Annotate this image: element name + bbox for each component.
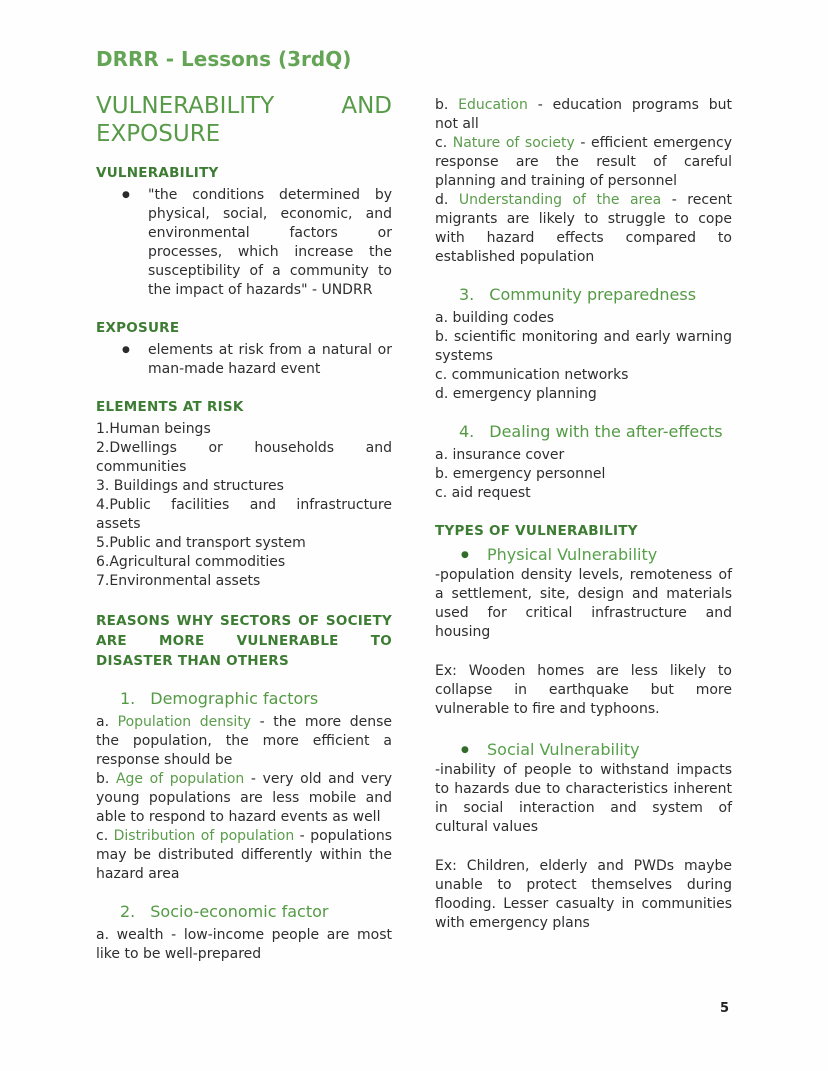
list-item: 6.Agricultural commodities (96, 554, 286, 570)
list-item: 1.Human beings (96, 421, 211, 437)
section-heading-elements-at-risk: ELEMENTS AT RISK (96, 399, 244, 415)
numbered-heading-demographic (96, 688, 392, 709)
list-item (435, 544, 732, 566)
item-prefix: b. (435, 97, 459, 113)
factor-title: Community preparedness (489, 285, 697, 304)
item-text: - populations may be distributed differently within the hazard area (96, 828, 392, 882)
page-content (96, 47, 732, 964)
item-number: 4. (459, 422, 475, 441)
item-term: Age of population (115, 771, 245, 787)
item-text: - very old and very young populations are less mobile and able to respond to hazard events as well (96, 771, 392, 825)
section-heading-exposure: EXPOSURE (96, 320, 180, 336)
section-heading-vulnerability: VULNERABILITY (96, 165, 219, 181)
list-item (435, 739, 732, 761)
lesson-main-heading: VULNERABILITY AND EXPOSURE (96, 93, 392, 147)
item-text: - the more dense the population, the more efficient a response should be (96, 714, 392, 768)
list-item (435, 96, 732, 134)
social-vulnerability-description: -inability of people to withstand impacts to hazards due to characteristics inherent in social interaction and system of cultural values (435, 762, 732, 835)
list-item (435, 191, 732, 267)
list-item: d. emergency planning (435, 386, 597, 402)
factor-title: Dealing with the after-effects (489, 422, 723, 441)
list-item (96, 770, 392, 827)
right-column (435, 47, 732, 964)
list-item (96, 341, 392, 379)
numbered-heading-socioeconomic (96, 901, 392, 922)
page-number: 5 (719, 1001, 729, 1016)
item-prefix: b. (96, 771, 116, 787)
list-item: c. aid request (435, 485, 531, 501)
section-heading-types-of-vulnerability: TYPES OF VULNERABILITY (435, 523, 638, 539)
social-vulnerability-example: Ex: Children, elderly and PWDs maybe unable to protect themselves during flooding. Lesser casualty in communities with emergency plans (435, 858, 732, 931)
item-term: Education (458, 97, 528, 113)
list-item: 3. Buildings and structures (96, 478, 284, 494)
list-item: b. scientific monitoring and early warning systems (435, 329, 732, 364)
list-item: c. communication networks (435, 367, 629, 383)
list-item: 4.Public facilities and infrastructure assets (96, 497, 392, 532)
numbered-heading-community-preparedness (435, 284, 732, 305)
list-item (96, 186, 392, 300)
list-item: 5.Public and transport system (96, 535, 306, 551)
item-prefix: d. (435, 192, 459, 208)
document-title: DRRR - Lessons (3rdQ) (96, 47, 352, 71)
physical-vulnerability-description: -population density levels, remoteness of a settlement, site, design and materials used for critical infrastructure and housing (435, 567, 732, 640)
section-heading-reasons: REASONS WHY SECTORS OF SOCIETY ARE MORE VULNERABLE TO DISASTER THAN OTHERS (96, 613, 392, 669)
physical-vulnerability-title: Physical Vulnerability (487, 545, 658, 564)
item-term: Distribution of population (113, 828, 295, 844)
item-text: - recent migrants are likely to struggle to cope with hazard effects compared to established population (435, 192, 732, 265)
list-item (96, 713, 392, 770)
vulnerability-definition: "the conditions determined by physical, social, economic, and environmental factors or processes, which increase the susceptibility of a community to the impact of hazards" - UNDRR (148, 187, 392, 298)
bullet-icon: ● (122, 190, 130, 200)
item-number: 2. (120, 902, 136, 921)
factor-title: Socio-economic factor (150, 902, 329, 921)
list-item: a. insurance cover (435, 447, 565, 463)
list-item: a. building codes (435, 310, 555, 326)
bullet-icon: ● (461, 550, 469, 560)
bullet-icon: ● (461, 745, 469, 755)
item-term: Understanding of the area (458, 192, 662, 208)
item-text: - education programs but not all (435, 97, 732, 132)
item-prefix: c. (96, 828, 114, 844)
left-column (96, 47, 392, 964)
factor-title: Demographic factors (150, 689, 319, 708)
list-item: 7.Environmental assets (96, 573, 261, 589)
item-number: 3. (459, 285, 475, 304)
item-prefix: a. (96, 714, 118, 730)
item-term: Nature of society (452, 135, 575, 151)
exposure-definition: elements at risk from a natural or man-made hazard event (148, 342, 392, 377)
item-text: - efficient emergency response are the result of careful planning and training of personnel (435, 135, 732, 189)
list-item: b. emergency personnel (435, 466, 606, 482)
bullet-icon: ● (122, 345, 130, 355)
numbered-heading-after-effects (435, 421, 732, 442)
item-term: Population density (117, 714, 252, 730)
list-item (435, 134, 732, 191)
social-vulnerability-title: Social Vulnerability (487, 740, 640, 759)
item-number: 1. (120, 689, 136, 708)
item-prefix: c. (435, 135, 453, 151)
list-item: a. wealth - low-income people are most like to be well-prepared (96, 927, 392, 962)
list-item (96, 827, 392, 884)
list-item: 2.Dwellings or households and communities (96, 440, 392, 475)
physical-vulnerability-example: Ex: Wooden homes are less likely to collapse in earthquake but more vulnerable to fire and typhoons. (435, 663, 732, 717)
